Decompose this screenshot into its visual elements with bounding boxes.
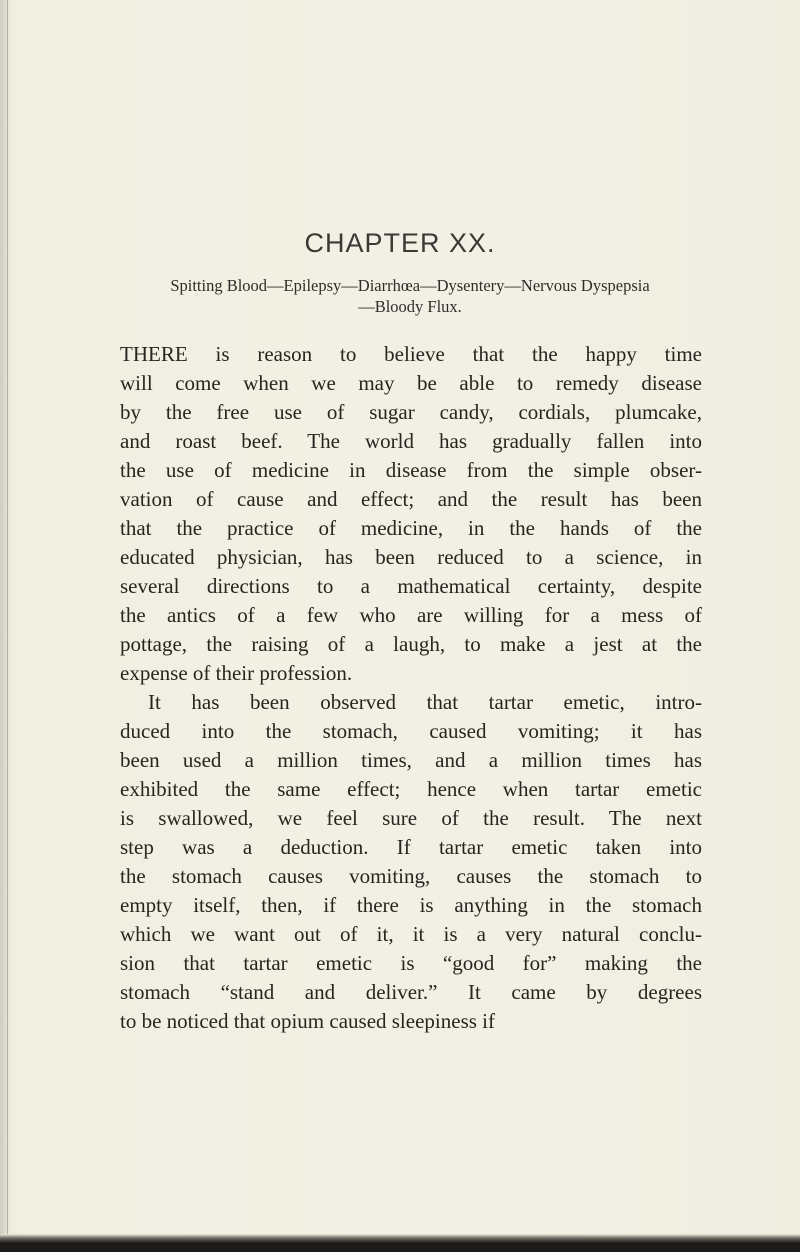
- text-line: several directions to a mathematical certainty, despite: [120, 574, 702, 598]
- subheading-line: Spitting Blood—Epilepsy—Diarrhœa—Dysentery—Nervous Dyspepsia: [170, 276, 650, 295]
- text-line: by the free use of sugar candy, cordials, plumcake,: [120, 400, 702, 424]
- text-line: educated physician, has been reduced to a science, in: [120, 545, 702, 569]
- text-line: pottage, the raising of a laugh, to make a jest at the: [120, 632, 702, 656]
- text-line: will come when we may be able to remedy disease: [120, 371, 702, 395]
- text-line: THERE is reason to believe that the happy time: [120, 342, 702, 366]
- text-line: sion that tartar emetic is “good for” making the: [120, 951, 702, 975]
- text-line: empty itself, then, if there is anything in the stomach: [120, 893, 702, 917]
- body-text: [120, 340, 702, 1036]
- text-line: stomach “stand and deliver.” It came by degrees: [120, 980, 702, 1004]
- text-line: which we want out of it, it is a very natural conclu-: [120, 922, 702, 946]
- text-line: the antics of a few who are willing for a mess of: [120, 603, 702, 627]
- text-line: and roast beef. The world has gradually fallen into: [120, 429, 702, 453]
- text-line: that the practice of medicine, in the hands of the: [120, 516, 702, 540]
- binding-edge-line: [7, 0, 8, 1252]
- text-line: vation of cause and effect; and the result has been: [120, 487, 702, 511]
- subheading-line: —Bloody Flux.: [358, 297, 462, 316]
- chapter-title: CHAPTER XX.: [304, 228, 496, 258]
- text-line: is swallowed, we feel sure of the result. The next: [120, 806, 702, 830]
- text-line: exhibited the same effect; hence when tartar emetic: [120, 777, 702, 801]
- text-line: It has been observed that tartar emetic, intro-: [148, 690, 702, 714]
- text-line: duced into the stomach, caused vomiting; it has: [120, 719, 702, 743]
- text-line: been used a million times, and a million times has: [120, 748, 702, 772]
- text-line: expense of their profession.: [120, 661, 353, 685]
- gutter-shadow: [0, 0, 10, 1252]
- text-line: the use of medicine in disease from the simple obser-: [120, 458, 702, 482]
- page-bottom-edge: [0, 1234, 800, 1252]
- text-line: step was a deduction. If tartar emetic taken into: [120, 835, 702, 859]
- chapter-subheading: [120, 275, 700, 317]
- text-line: the stomach causes vomiting, causes the stomach to: [120, 864, 702, 888]
- text-line: to be noticed that opium caused sleepiness if: [120, 1009, 495, 1033]
